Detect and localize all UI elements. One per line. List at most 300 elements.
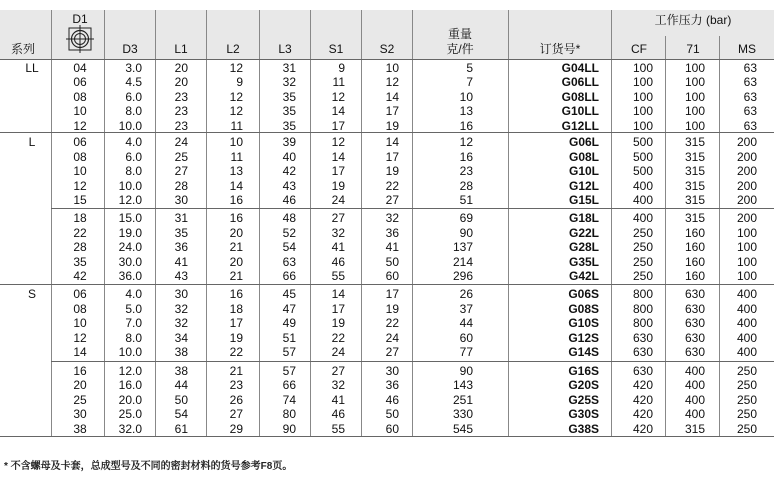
- 71-pressure-cell: 315: [684, 164, 705, 179]
- d1-cell: 18: [73, 211, 87, 225]
- weight-cell: 330: [452, 407, 473, 422]
- l1-cell: 50: [174, 392, 188, 407]
- s2-cell: 60: [385, 269, 399, 284]
- s2-cell: 50: [385, 407, 399, 422]
- l1-cell: 38: [174, 345, 188, 360]
- s2-cell: 22: [385, 316, 399, 331]
- l2-cell: 11: [230, 149, 243, 164]
- ms-pressure-cell: 200: [736, 193, 757, 208]
- table-row: [0, 240, 774, 255]
- l1-cell: 43: [174, 269, 188, 284]
- l2-cell: 29: [229, 421, 243, 436]
- weight-cell: 44: [459, 316, 473, 331]
- d1-cell: 04: [73, 60, 87, 75]
- l2-cell: 20: [229, 254, 243, 269]
- l1-cell: 31: [174, 211, 188, 225]
- s1-cell: 17: [331, 301, 345, 316]
- d1-cell: 08: [73, 149, 87, 164]
- l2-cell: 13: [229, 164, 243, 179]
- l1-cell: 61: [174, 421, 188, 436]
- d1-cell: 10: [73, 104, 87, 119]
- s1-cell: 46: [331, 254, 345, 269]
- d1-cell: 28: [73, 240, 87, 255]
- s2-cell: 17: [385, 149, 399, 164]
- s2-cell: 12: [385, 75, 399, 90]
- cf-pressure-cell: 420: [632, 392, 653, 407]
- table-row: [0, 378, 774, 393]
- l2-cell: 16: [229, 193, 243, 208]
- series-cell: [22, 75, 42, 90]
- order-no-cell: G10L: [568, 164, 599, 179]
- s1-cell: 14: [331, 104, 345, 119]
- ms-pressure-cell: 250: [736, 392, 757, 407]
- 71-pressure-cell: 630: [684, 330, 705, 345]
- table-row: [0, 422, 774, 437]
- series-cell: S: [27, 287, 36, 301]
- thread-diameter-icon: [66, 25, 94, 53]
- weight-cell: 60: [459, 330, 473, 345]
- d1-cell: 06: [73, 135, 87, 149]
- 71-pressure-cell: 100: [684, 104, 705, 119]
- d3-cell: 6.0: [125, 89, 142, 104]
- l2-cell: 10: [229, 135, 243, 149]
- weight-cell: 137: [452, 240, 473, 255]
- l3-cell: 63: [282, 254, 296, 269]
- table-row: [0, 226, 774, 241]
- l2-cell: 16: [229, 287, 243, 301]
- s2-cell: 17: [385, 104, 399, 119]
- table-row: [0, 211, 774, 226]
- footnote: * 不含螺母及卡套，总成型号及不同的密封材料的货号参考F8页。: [4, 461, 293, 472]
- l3-cell: 35: [282, 89, 296, 104]
- 71-pressure-cell: 160: [684, 269, 705, 284]
- weight-cell: 296: [452, 269, 473, 284]
- l3-cell: 48: [282, 211, 296, 225]
- ms-pressure-cell: 400: [736, 287, 757, 301]
- l3-cell: 42: [282, 164, 296, 179]
- s1-cell: 17: [331, 118, 345, 133]
- cf-pressure-cell: 420: [632, 378, 653, 393]
- order-no-cell: G15L: [568, 193, 599, 208]
- l3-cell: 35: [282, 104, 296, 119]
- l2-cell: 12: [229, 60, 243, 75]
- table-row: [0, 75, 774, 90]
- l1-cell: 28: [174, 178, 188, 193]
- order-no-cell: G12LL: [561, 118, 599, 133]
- d1-cell: 20: [73, 378, 87, 393]
- series-cell: [22, 331, 42, 346]
- table-row: [0, 164, 774, 179]
- order-no-cell: G35L: [568, 254, 599, 269]
- 71-pressure-cell: 100: [684, 60, 705, 75]
- order-no-cell: G06S: [568, 287, 599, 301]
- ms-pressure-cell: 63: [743, 89, 757, 104]
- l1-cell: 41: [174, 254, 188, 269]
- ms-pressure-cell: 63: [743, 118, 757, 133]
- s1-cell: 32: [331, 225, 345, 240]
- l1-cell: 54: [174, 407, 188, 422]
- order-no-cell: G38S: [568, 421, 599, 436]
- weight-cell: 77: [459, 345, 473, 360]
- l3-cell: 54: [282, 240, 296, 255]
- d3-cell: 30.0: [118, 254, 142, 269]
- order-no-cell: G06L: [568, 135, 599, 149]
- header-cf: CF: [631, 42, 647, 56]
- s1-cell: 17: [331, 164, 345, 179]
- d3-cell: 7.0: [125, 316, 142, 331]
- d1-cell: 10: [73, 164, 87, 179]
- l2-cell: 16: [229, 211, 243, 225]
- ms-pressure-cell: 63: [743, 75, 757, 90]
- weight-cell: 16: [459, 118, 473, 133]
- cf-pressure-cell: 100: [632, 60, 653, 75]
- l2-cell: 27: [229, 407, 243, 422]
- l2-cell: 26: [229, 392, 243, 407]
- cf-pressure-cell: 630: [632, 330, 653, 345]
- l2-cell: 22: [229, 345, 243, 360]
- table-row: [0, 302, 774, 317]
- series-cell: LL: [25, 60, 39, 75]
- cf-pressure-cell: 100: [632, 89, 653, 104]
- s1-cell: 27: [331, 363, 345, 378]
- group-rule: [51, 361, 774, 362]
- s1-cell: 55: [331, 421, 345, 436]
- cf-pressure-cell: 420: [632, 407, 653, 422]
- series-cell: [22, 226, 42, 241]
- header-pressure-group: 工作压力 (bar): [654, 13, 732, 27]
- s2-cell: 22: [385, 178, 399, 193]
- 71-pressure-cell: 315: [684, 193, 705, 208]
- table-row: [0, 119, 774, 134]
- table-row: [0, 90, 774, 105]
- cf-pressure-cell: 630: [632, 345, 653, 360]
- ms-pressure-cell: 200: [736, 211, 757, 225]
- s2-cell: 19: [385, 301, 399, 316]
- cf-pressure-cell: 420: [632, 421, 653, 436]
- s2-cell: 46: [385, 392, 399, 407]
- s2-cell: 60: [385, 421, 399, 436]
- s1-cell: 14: [331, 149, 345, 164]
- l2-cell: 12: [229, 104, 243, 119]
- 71-pressure-cell: 160: [684, 254, 705, 269]
- l3-cell: 74: [282, 392, 296, 407]
- cf-pressure-cell: 250: [632, 254, 653, 269]
- table-row: [0, 104, 774, 119]
- header-series: 系列: [10, 42, 35, 56]
- d1-cell: 14: [73, 345, 87, 360]
- s1-cell: 55: [331, 269, 345, 284]
- series-cell: [22, 193, 42, 208]
- series-cell: [22, 240, 42, 255]
- 71-pressure-cell: 315: [684, 135, 705, 149]
- table-row: [0, 331, 774, 346]
- series-cell: [22, 211, 42, 226]
- s1-cell: 46: [331, 407, 345, 422]
- header-weight-line2: 克/件: [446, 42, 474, 56]
- table-row: [0, 287, 774, 302]
- s2-cell: 10: [385, 60, 399, 75]
- l2-cell: 9: [236, 75, 243, 90]
- 71-pressure-cell: 400: [684, 363, 705, 378]
- l3-cell: 57: [282, 363, 296, 378]
- d3-cell: 24.0: [118, 240, 142, 255]
- cf-pressure-cell: 100: [632, 75, 653, 90]
- 71-pressure-cell: 160: [684, 225, 705, 240]
- l2-cell: 21: [229, 269, 243, 284]
- series-cell: [22, 378, 42, 393]
- s1-cell: 24: [331, 193, 345, 208]
- d3-cell: 3.0: [125, 60, 142, 75]
- s1-cell: 41: [331, 392, 345, 407]
- order-no-cell: G08L: [568, 149, 599, 164]
- l1-cell: 30: [174, 287, 188, 301]
- cf-pressure-cell: 800: [632, 316, 653, 331]
- 71-pressure-cell: 400: [684, 378, 705, 393]
- l2-cell: 21: [229, 240, 243, 255]
- d3-cell: 5.0: [125, 301, 142, 316]
- l1-cell: 20: [174, 60, 188, 75]
- series-cell: [22, 119, 42, 134]
- header-l2: L2: [226, 42, 240, 56]
- l1-cell: 20: [174, 75, 188, 90]
- d3-cell: 10.0: [118, 118, 142, 133]
- weight-cell: 143: [452, 378, 473, 393]
- cf-pressure-cell: 400: [632, 193, 653, 208]
- l3-cell: 35: [282, 118, 296, 133]
- l1-cell: 23: [174, 89, 188, 104]
- l3-cell: 66: [282, 269, 296, 284]
- 71-pressure-cell: 100: [684, 89, 705, 104]
- s1-cell: 24: [331, 345, 345, 360]
- series-cell: [22, 364, 42, 379]
- weight-cell: 28: [459, 178, 473, 193]
- order-no-cell: G12L: [568, 178, 599, 193]
- s1-cell: 19: [331, 316, 345, 331]
- l1-cell: 24: [174, 135, 188, 149]
- l3-cell: 46: [282, 193, 296, 208]
- order-no-cell: G28L: [568, 240, 599, 255]
- ms-pressure-cell: 400: [736, 330, 757, 345]
- series-cell: [22, 422, 42, 437]
- series-cell: [22, 104, 42, 119]
- s1-cell: 14: [331, 287, 345, 301]
- ms-pressure-cell: 250: [736, 378, 757, 393]
- ms-pressure-cell: 100: [736, 269, 757, 284]
- ms-pressure-cell: 100: [736, 254, 757, 269]
- l1-cell: 30: [174, 193, 188, 208]
- ms-pressure-cell: 200: [736, 135, 757, 149]
- cf-pressure-cell: 250: [632, 269, 653, 284]
- series-cell: L: [28, 135, 36, 149]
- d3-cell: 6.0: [125, 149, 142, 164]
- s1-cell: 19: [331, 178, 345, 193]
- d1-cell: 35: [73, 254, 87, 269]
- s1-cell: 22: [331, 330, 345, 345]
- weight-cell: 51: [459, 193, 473, 208]
- d1-cell: 12: [73, 330, 87, 345]
- cf-pressure-cell: 400: [632, 178, 653, 193]
- header-s1: S1: [328, 42, 344, 56]
- l2-cell: 12: [229, 89, 243, 104]
- d3-cell: 4.0: [125, 287, 142, 301]
- l1-cell: 44: [174, 378, 188, 393]
- s1-cell: 27: [331, 211, 345, 225]
- 71-pressure-cell: 315: [684, 421, 705, 436]
- d1-cell: 16: [73, 363, 87, 378]
- l3-cell: 49: [282, 316, 296, 331]
- d1-cell: 30: [73, 407, 87, 422]
- ms-pressure-cell: 100: [736, 240, 757, 255]
- weight-cell: 90: [459, 363, 473, 378]
- 71-pressure-cell: 315: [684, 178, 705, 193]
- weight-cell: 251: [452, 392, 473, 407]
- d1-cell: 25: [73, 392, 87, 407]
- l3-cell: 80: [282, 407, 296, 422]
- 71-pressure-cell: 160: [684, 240, 705, 255]
- s2-cell: 36: [385, 225, 399, 240]
- order-no-cell: G42L: [568, 269, 599, 284]
- l3-cell: 52: [282, 225, 296, 240]
- cf-pressure-cell: 250: [632, 240, 653, 255]
- ms-pressure-cell: 63: [743, 60, 757, 75]
- 71-pressure-cell: 315: [684, 211, 705, 225]
- weight-cell: 5: [466, 60, 473, 75]
- l2-cell: 19: [229, 330, 243, 345]
- d3-cell: 8.0: [125, 164, 142, 179]
- l3-cell: 45: [282, 287, 296, 301]
- table-row: [0, 407, 774, 422]
- l3-cell: 90: [282, 421, 296, 436]
- weight-cell: 214: [452, 254, 473, 269]
- weight-cell: 23: [459, 164, 473, 179]
- cf-pressure-cell: 800: [632, 287, 653, 301]
- table-row: [0, 150, 774, 165]
- d1-cell: 22: [73, 225, 87, 240]
- l1-cell: 34: [174, 330, 188, 345]
- 71-pressure-cell: 630: [684, 287, 705, 301]
- order-no-cell: G10S: [568, 316, 599, 331]
- l1-cell: 25: [174, 149, 188, 164]
- weight-cell: 12: [459, 135, 473, 149]
- l3-cell: 51: [282, 330, 296, 345]
- s2-cell: 19: [385, 118, 399, 133]
- header-ms: MS: [738, 42, 756, 56]
- s1-cell: 12: [331, 135, 345, 149]
- d3-cell: 4.0: [125, 135, 142, 149]
- s2-cell: 27: [385, 345, 399, 360]
- series-cell: [22, 302, 42, 317]
- d3-cell: 19.0: [118, 225, 142, 240]
- s2-cell: 27: [385, 193, 399, 208]
- l2-cell: 20: [229, 225, 243, 240]
- s1-cell: 11: [332, 75, 345, 90]
- table-row: [0, 193, 774, 208]
- series-cell: [22, 345, 42, 360]
- series-cell: [22, 150, 42, 165]
- l2-cell: 14: [229, 178, 243, 193]
- ms-pressure-cell: 200: [736, 164, 757, 179]
- ms-pressure-cell: 400: [736, 345, 757, 360]
- series-cell: [22, 316, 42, 331]
- d1-cell: 06: [73, 75, 87, 90]
- 71-pressure-cell: 630: [684, 345, 705, 360]
- d1-cell: 08: [73, 89, 87, 104]
- s2-cell: 17: [385, 287, 399, 301]
- l3-cell: 39: [282, 135, 296, 149]
- d3-cell: 20.0: [118, 392, 142, 407]
- header-d1: D1: [72, 12, 88, 26]
- l3-cell: 43: [282, 178, 296, 193]
- l1-cell: 36: [174, 240, 188, 255]
- header-l3: L3: [278, 42, 292, 56]
- order-no-cell: G08S: [568, 301, 599, 316]
- header-l1: L1: [174, 42, 188, 56]
- d3-cell: 32.0: [118, 421, 142, 436]
- table-row: [0, 364, 774, 379]
- d1-cell: 15: [73, 193, 87, 208]
- l1-cell: 32: [174, 301, 188, 316]
- d3-cell: 16.0: [118, 378, 142, 393]
- s1-cell: 9: [338, 60, 345, 75]
- weight-cell: 26: [459, 287, 473, 301]
- l1-cell: 23: [174, 118, 188, 133]
- s1-cell: 41: [331, 240, 345, 255]
- d1-cell: 08: [73, 301, 87, 316]
- l3-cell: 40: [282, 149, 296, 164]
- ms-pressure-cell: 400: [736, 301, 757, 316]
- l1-cell: 38: [174, 363, 188, 378]
- s2-cell: 14: [385, 89, 399, 104]
- l2-cell: 18: [229, 301, 243, 316]
- table-row: [0, 135, 774, 150]
- weight-cell: 10: [459, 89, 473, 104]
- 71-pressure-cell: 100: [684, 118, 705, 133]
- series-cell: [22, 164, 42, 179]
- cf-pressure-cell: 500: [632, 135, 653, 149]
- order-no-cell: G18L: [568, 211, 599, 225]
- l1-cell: 27: [174, 164, 188, 179]
- l3-cell: 32: [282, 75, 296, 90]
- d1-cell: 12: [73, 178, 87, 193]
- d3-cell: 10.0: [118, 345, 142, 360]
- l1-cell: 23: [174, 104, 188, 119]
- cf-pressure-cell: 100: [632, 118, 653, 133]
- d3-cell: 10.0: [118, 178, 142, 193]
- series-cell: [22, 90, 42, 105]
- order-no-cell: G14S: [568, 345, 599, 360]
- ms-pressure-cell: 400: [736, 316, 757, 331]
- header-s2: S2: [379, 42, 395, 56]
- s2-cell: 14: [385, 135, 399, 149]
- l3-cell: 57: [282, 345, 296, 360]
- d3-cell: 15.0: [118, 211, 142, 225]
- cf-pressure-cell: 500: [632, 149, 653, 164]
- d1-cell: 42: [73, 269, 87, 284]
- series-cell: [22, 407, 42, 422]
- series-cell: [22, 393, 42, 408]
- table-row: [0, 255, 774, 270]
- weight-cell: 37: [459, 301, 473, 316]
- d3-cell: 12.0: [118, 193, 142, 208]
- weight-cell: 90: [459, 225, 473, 240]
- cf-pressure-cell: 400: [632, 211, 653, 225]
- s2-cell: 36: [385, 378, 399, 393]
- d3-cell: 4.5: [125, 75, 142, 90]
- s2-cell: 41: [385, 240, 399, 255]
- table-row: [0, 269, 774, 284]
- 71-pressure-cell: 630: [684, 316, 705, 331]
- cf-pressure-cell: 800: [632, 301, 653, 316]
